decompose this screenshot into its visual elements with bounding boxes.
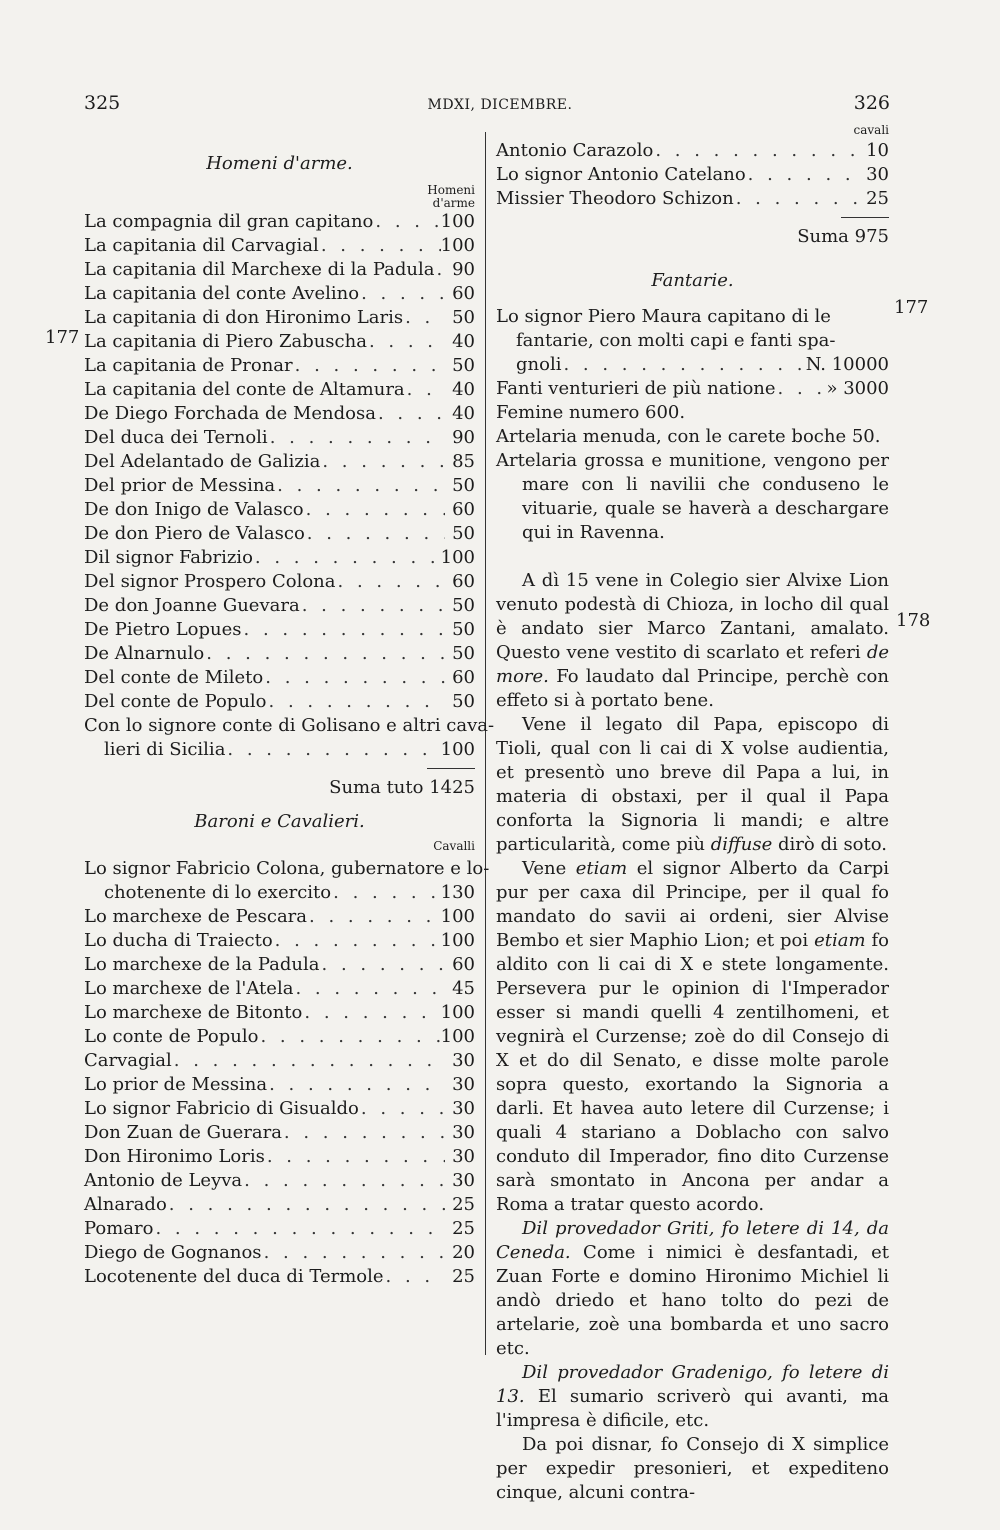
left-margin-number: 177 <box>45 327 80 348</box>
list-item: Alnarado . . . 25 <box>84 1193 475 1217</box>
paragraph: Dil provedador Gradenigo, fo letere di 13. El sumario scriverò qui avanti, ma l'impresa è dificile, etc. <box>496 1362 889 1431</box>
list-item: Lo signor Piero Maura capitano di le <box>496 306 831 327</box>
list-item: La compagnia dil gran capitano . . . 100 <box>84 210 475 234</box>
list-item: Lo marchexe de l'Atela . . . 45 <box>84 977 475 1001</box>
list-item: Con lo signore conte di Golisano e altri cava- <box>84 715 495 736</box>
column-label-line: d'arme <box>432 196 475 210</box>
column-label-homeni <box>84 184 475 210</box>
list-item: Fanti venturieri de più natione . . . » 3000 <box>496 377 889 401</box>
list-item: La capitania di Piero Zabuscha . . . 40 <box>84 330 475 354</box>
list-item: La capitania del conte Avelino . . . 60 <box>84 282 475 306</box>
cavali-list <box>496 139 889 211</box>
list-item: Locotenente del duca di Termole . . . 25 <box>84 1265 475 1289</box>
list-item: Del conte de Populo . . . 50 <box>84 690 475 714</box>
right-column <box>496 124 889 1505</box>
list-item: Del prior de Messina . . . 50 <box>84 474 475 498</box>
list-item: Femine numero 600. <box>496 402 686 423</box>
column-divider <box>485 132 486 1355</box>
list-item: Diego de Gognanos . . . 20 <box>84 1241 475 1265</box>
column-label-line: Homeni <box>427 183 475 197</box>
list-item: La capitania dil Carvagial . . . 100 <box>84 234 475 258</box>
list-item: Don Hironimo Loris . . . 30 <box>84 1145 475 1169</box>
list-item: De Diego Forchada de Mendosa . . . 40 <box>84 402 475 426</box>
list-item: La capitania di don Hironimo Laris . . . 50 <box>84 306 475 330</box>
list-item: Artelaria menuda, con le carete boche 50. <box>496 426 881 447</box>
paragraph: Dil provedador Griti, fo letere di 14, da Ceneda. Come i nimici è desfantadi, et Zuan Forte e domino Hironimo Michiel li andò driedo et hano tolto do pezi de artelarie, zoè una bombarda et uno sacro etc. <box>496 1218 889 1359</box>
list-item: Pomaro . . . 25 <box>84 1217 475 1241</box>
list-item: Artelaria grossa e munitione, vengono per mare con li navilii che conduseno le vituarie, quale se haverà a deschargare qui in Ravenna. <box>496 450 889 543</box>
list-item: De don Piero de Valasco . . . 50 <box>84 522 475 546</box>
list-item: La capitania dil Marchexe di la Padula . . . 90 <box>84 258 475 282</box>
paragraph: Vene etiam el signor Alberto da Carpi pur per caxa dil Principe, per il qual fo mandato do savii ai ordeni, sier Alvise Bembo et sier Maphio Lion; et poi etiam fo aldito con li cai di X e stete longamente. Persevera pur le opinion di l'Imperador esser si mandi quelli 4 zentilhomeni, et vegnirà el Curzense; zoè do dil Consejo di X et do dil Senato, e disse molte parole sopra questo, exortando la Signoria a darli. Et havea auto letere dil Curzense; i quali 4 stariano a Doblacho con salvo conduto dil Imperador, fino dito Curzense sarà smontato in Ancona per andar a Roma a tratar questo acordo. <box>496 858 889 1215</box>
homeni-sum: Suma tuto 1425 <box>329 777 475 798</box>
list-item: fantarie, con molti capi e fanti spa- <box>516 330 836 351</box>
list-item: Lo ducha di Traiecto . . . 100 <box>84 929 475 953</box>
right-margin-number-177: 177 <box>894 297 929 318</box>
homeni-list <box>84 210 495 762</box>
section-title-fantarie: Fantarie. <box>651 270 734 291</box>
paragraph: Vene il legato dil Papa, episcopo di Tioli, qual con li cai di X volse audientia, et presentò uno breve dil Papa a lui, in materia di obstaxi, per il qual il Papa conforta la Signoria li mandi; e altre particularità, come più diffuse dirò di soto. <box>496 714 889 855</box>
list-item: Lo prior de Messina . . . 30 <box>84 1073 475 1097</box>
left-column <box>84 150 495 1289</box>
list-item: Lo signor Antonio Catelano . . . 30 <box>496 163 889 187</box>
list-item: Lo marchexe de la Padula . . . 60 <box>84 953 475 977</box>
fantarie-entries <box>496 305 889 545</box>
list-item: Del duca dei Ternoli . . . 90 <box>84 426 475 450</box>
list-item: Dil signor Fabrizio . . . 100 <box>84 546 475 570</box>
list-item: gnoli . . . N. 10000 <box>496 353 889 377</box>
left-page-number: 325 <box>84 92 121 114</box>
list-item: La capitania de Pronar . . . 50 <box>84 354 475 378</box>
list-item: Del conte de Mileto . . . 60 <box>84 666 475 690</box>
list-item: Lo signor Fabricio Colona, gubernatore e lo- <box>84 858 490 879</box>
column-label-baroni: Cavalli <box>433 839 475 853</box>
list-item: Del Adelantado de Galizia . . . 85 <box>84 450 475 474</box>
column-label-cavali: cavali <box>853 123 889 137</box>
list-item: Antonio de Leyva . . . 30 <box>84 1169 475 1193</box>
list-item: Antonio Carazolo . . . 10 <box>496 139 889 163</box>
right-page-number: 326 <box>853 92 890 114</box>
list-item: Missier Theodoro Schizon . . . 25 <box>496 187 889 211</box>
list-item: chotenente di lo exercito . . . 130 <box>84 881 475 905</box>
sum-rule <box>496 211 889 225</box>
paragraph: A dì 15 vene in Colegio sier Alvixe Lion venuto podestà di Chioza, in locho dil qual è andato sier Marco Zantani, amalato. Questo vene vestito di scarlato et referi de more. Fo laudato dal Principe, perchè con effeto si à portato bene. <box>496 570 889 711</box>
cavali-sum: Suma 975 <box>797 226 889 247</box>
list-item: Lo signor Fabricio di Gisualdo . . . 30 <box>84 1097 475 1121</box>
right-margin-number-178: 178 <box>896 610 931 631</box>
list-item: De Alnarnulo . . . 50 <box>84 642 475 666</box>
list-item: De don Joanne Guevara . . . 50 <box>84 594 475 618</box>
list-item: Carvagial . . . 30 <box>84 1049 475 1073</box>
sum-rule <box>84 762 475 776</box>
list-item: De Pietro Lopues . . . 50 <box>84 618 475 642</box>
section-title-baroni: Baroni e Cavalieri. <box>194 811 365 832</box>
list-item: De don Inigo de Valasco . . . 60 <box>84 498 475 522</box>
baroni-list <box>84 857 490 1289</box>
list-item: Lo conte de Populo . . . 100 <box>84 1025 475 1049</box>
list-item: lieri di Sicilia . . . 100 <box>84 738 475 762</box>
list-item: Del signor Prospero Colona . . . 60 <box>84 570 475 594</box>
list-item: La capitania del conte de Altamura . . . 40 <box>84 378 475 402</box>
section-title-homeni: Homeni d'arme. <box>206 153 353 174</box>
paragraph: Da poi disnar, fo Consejo di X simplice per expedir presonieri, et expediteno cinque, alcuni contra- <box>496 1434 889 1503</box>
running-title: MDXI, DICEMBRE. <box>427 97 573 113</box>
list-item: Don Zuan de Guerara . . . 30 <box>84 1121 475 1145</box>
list-item: Lo marchexe de Pescara . . . 100 <box>84 905 475 929</box>
list-item: Lo marchexe de Bitonto . . . 100 <box>84 1001 475 1025</box>
